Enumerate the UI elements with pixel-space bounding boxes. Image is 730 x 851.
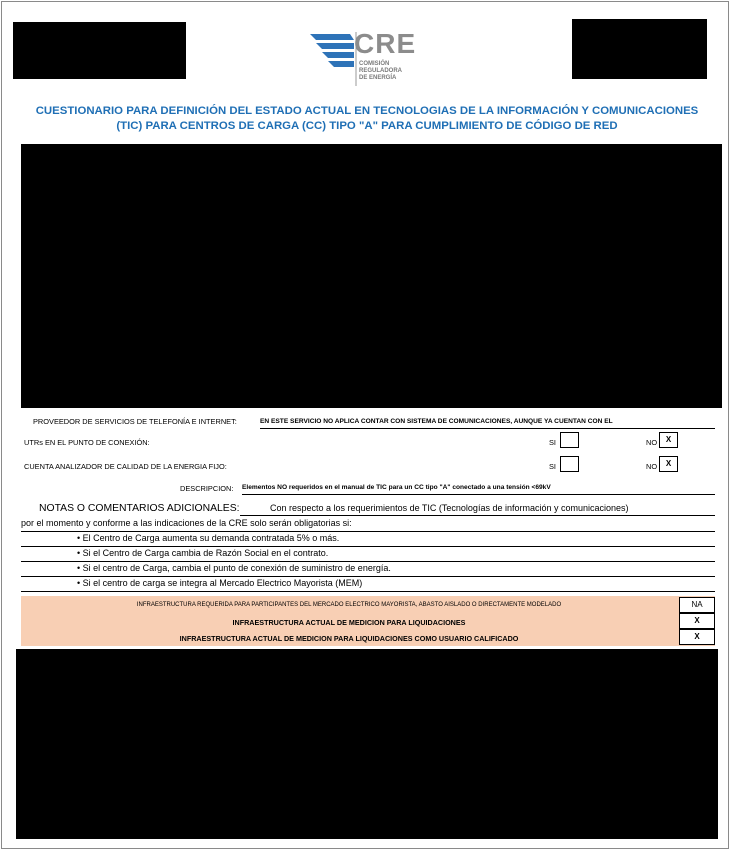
redacted-header-left [13, 22, 186, 79]
descripcion-value: Elementos NO requeridos en el manual de TIC para un CC tipo "A" conectado a una tensión <69kV [242, 484, 715, 495]
logo-subtitle [359, 61, 402, 82]
infra-row-3-value[interactable]: X [679, 629, 715, 645]
infra-row-1-label: INFRAESTRUCTURA REQUERIDA PARA PARTICIPANTES DEL MERCADO ELECTRICO MAYORISTA, ABASTO AISLADO O DIRECTAMENTE MODELADO [136, 602, 562, 608]
infra-row-2-value[interactable]: X [679, 613, 715, 629]
logo-sub-line-1: COMISIÓN [359, 61, 390, 67]
logo-sub-line-3: DE ENERGÍA [359, 75, 397, 81]
title-line-1: CUESTIONARIO PARA DEFINICIÓN DEL ESTADO ACTUAL EN TECNOLOGIAS DE LA INFORMACIÓN Y COMUNICACIONES [35, 105, 699, 117]
infra-row-1-value[interactable]: NA [679, 597, 715, 613]
redacted-content-block [21, 144, 722, 408]
notas-bullet-1: • El Centro de Carga aumenta su demanda contratada 5% o más. [21, 533, 715, 547]
notas-bullet-2: • Si el Centro de Carga cambia de Razón Social en el contrato. [21, 548, 715, 562]
notas-bullet-3: • Si el centro de Carga, cambia el punto de conexión de suministro de energía. [21, 563, 715, 577]
document-title [22, 104, 712, 134]
utrs-no-label: NO [646, 438, 658, 447]
title-line-2: (TIC) PARA CENTROS DE CARGA (CC) TIPO "A" PARA CUMPLIMIENTO DE CÓDIGO DE RED [116, 120, 618, 132]
utrs-si-label: SI [549, 438, 556, 447]
utrs-no-checkbox[interactable]: X [659, 432, 678, 448]
redacted-header-right [572, 19, 707, 79]
infra-row-3-label: INFRAESTRUCTURA ACTUAL DE MEDICION PARA LIQUIDACIONES COMO USUARIO CALIFICADO [179, 634, 519, 643]
descripcion-label: DESCRIPCION: [180, 484, 234, 493]
logo-name: CRE [354, 28, 417, 59]
notas-label: NOTAS O COMENTARIOS ADICIONALES: [39, 503, 240, 514]
analizador-si-label: SI [549, 462, 556, 471]
redacted-footer-block [16, 649, 718, 839]
utrs-si-checkbox[interactable] [560, 432, 579, 448]
utrs-label: UTRs EN EL PUNTO DE CONEXIÓN: [24, 438, 150, 447]
infra-row-2-label: INFRAESTRUCTURA ACTUAL DE MEDICION PARA LIQUIDACIONES [232, 618, 466, 627]
proveedor-value: EN ESTE SERVICIO NO APLICA CONTAR CON SISTEMA DE COMUNICACIONES, AUNQUE YA CUENTAN CON EL [260, 418, 715, 429]
analizador-no-checkbox[interactable]: X [659, 456, 678, 472]
proveedor-label: PROVEEDOR DE SERVICIOS DE TELEFONÍA E INTERNET: [33, 417, 237, 426]
document-page [1, 1, 729, 849]
analizador-no-label: NO [646, 462, 658, 471]
analizador-label: CUENTA ANALIZADOR DE CALIDAD DE LA ENERGIA FIJO: [24, 462, 227, 471]
notas-line-1: Con respecto a los requerimientos de TIC (Tecnologías de información y comunicaciones) [240, 503, 715, 516]
logo-sub-line-2: REGULADORA [359, 68, 402, 74]
notas-line-2: por el momento y conforme a las indicaciones de la CRE solo serán obligatorias si: [21, 518, 715, 532]
analizador-si-checkbox[interactable] [560, 456, 579, 472]
notas-bullet-4: • Si el centro de carga se integra al Mercado Electrico Mayorista (MEM) [21, 578, 715, 592]
